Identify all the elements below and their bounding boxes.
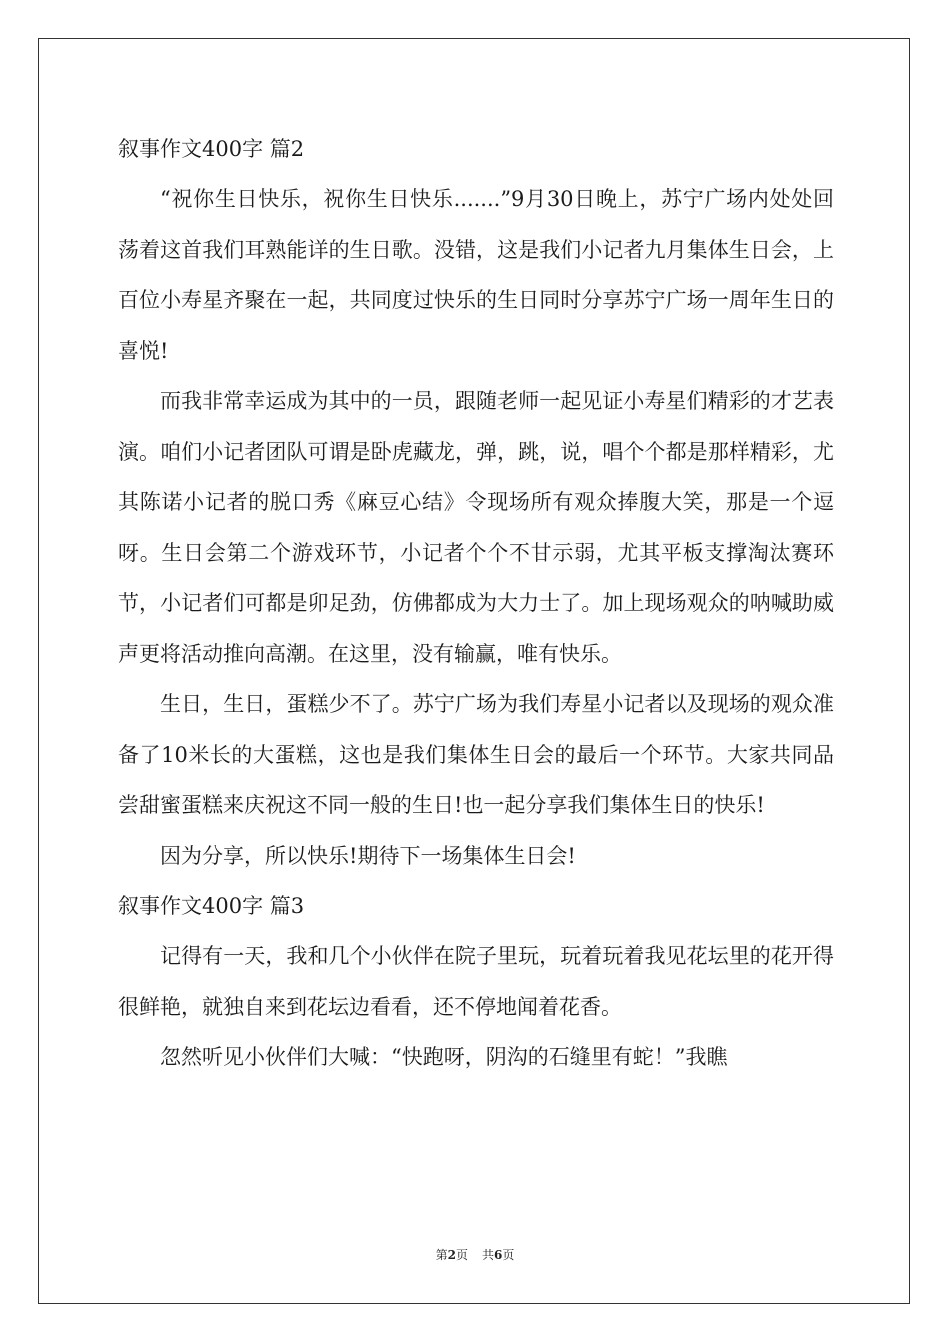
paragraph: 生日，生日，蛋糕少不了。苏宁广场为我们寿星小记者以及现场的观众准备了10米长的大蛋糕，这也是我们集体生日会的最后一个环节。大家共同品尝甜蜜蛋糕来庆祝这不同一般的生日!也一起分享我们集体生日的快乐! — [118, 692, 834, 817]
section-heading: 叙事作文400字 篇3 — [118, 894, 305, 918]
paragraph: 而我非常幸运成为其中的一员，跟随老师一起见证小寿星们精彩的才艺表演。咱们小记者团队可谓是卧虎藏龙，弹，跳，说，唱个个都是那样精彩，尤其陈诺小记者的脱口秀《麻豆心结》令现场所有观众捧腹大笑，那是一个逗呀。生日会第二个游戏环节，小记者个个不甘示弱，尤其平板支撑淘汰赛环节，小记者们可都是卯足劲，仿佛都成为大力士了。加上现场观众的呐喊助威声更将活动推向高潮。在这里，没有输赢，唯有快乐。 — [118, 389, 834, 666]
paragraph: “祝你生日快乐，祝你生日快乐.......”9月30日晚上，苏宁广场内处处回荡着这首我们耳熟能详的生日歌。没错，这是我们小记者九月集体生日会，上百位小寿星齐聚在一起，共同度过快乐的生日同时分享苏宁广场一周年生日的喜悦! — [118, 187, 834, 363]
paragraph: 忽然听见小伙伴们大喊：“快跑呀，阴沟的石缝里有蛇！”我瞧 — [160, 1045, 728, 1069]
total-prefix: 共 — [482, 1248, 495, 1262]
page-number: 2 — [447, 1248, 456, 1262]
total-suffix: 页 — [502, 1248, 515, 1262]
section-heading: 叙事作文400字 篇2 — [118, 137, 305, 161]
page-suffix: 页 — [455, 1248, 468, 1262]
page-prefix: 第 — [435, 1248, 448, 1262]
paragraph: 因为分享，所以快乐!期待下一场集体生日会! — [160, 843, 576, 868]
paragraph: 记得有一天，我和几个小伙伴在院子里玩，玩着玩着我见花坛里的花开得很鲜艳，就独自来到花坛边看看，还不停地闻着花香。 — [118, 944, 834, 1019]
page-footer — [0, 1246, 950, 1263]
total-pages: 6 — [494, 1248, 503, 1262]
document-body — [118, 124, 834, 1083]
